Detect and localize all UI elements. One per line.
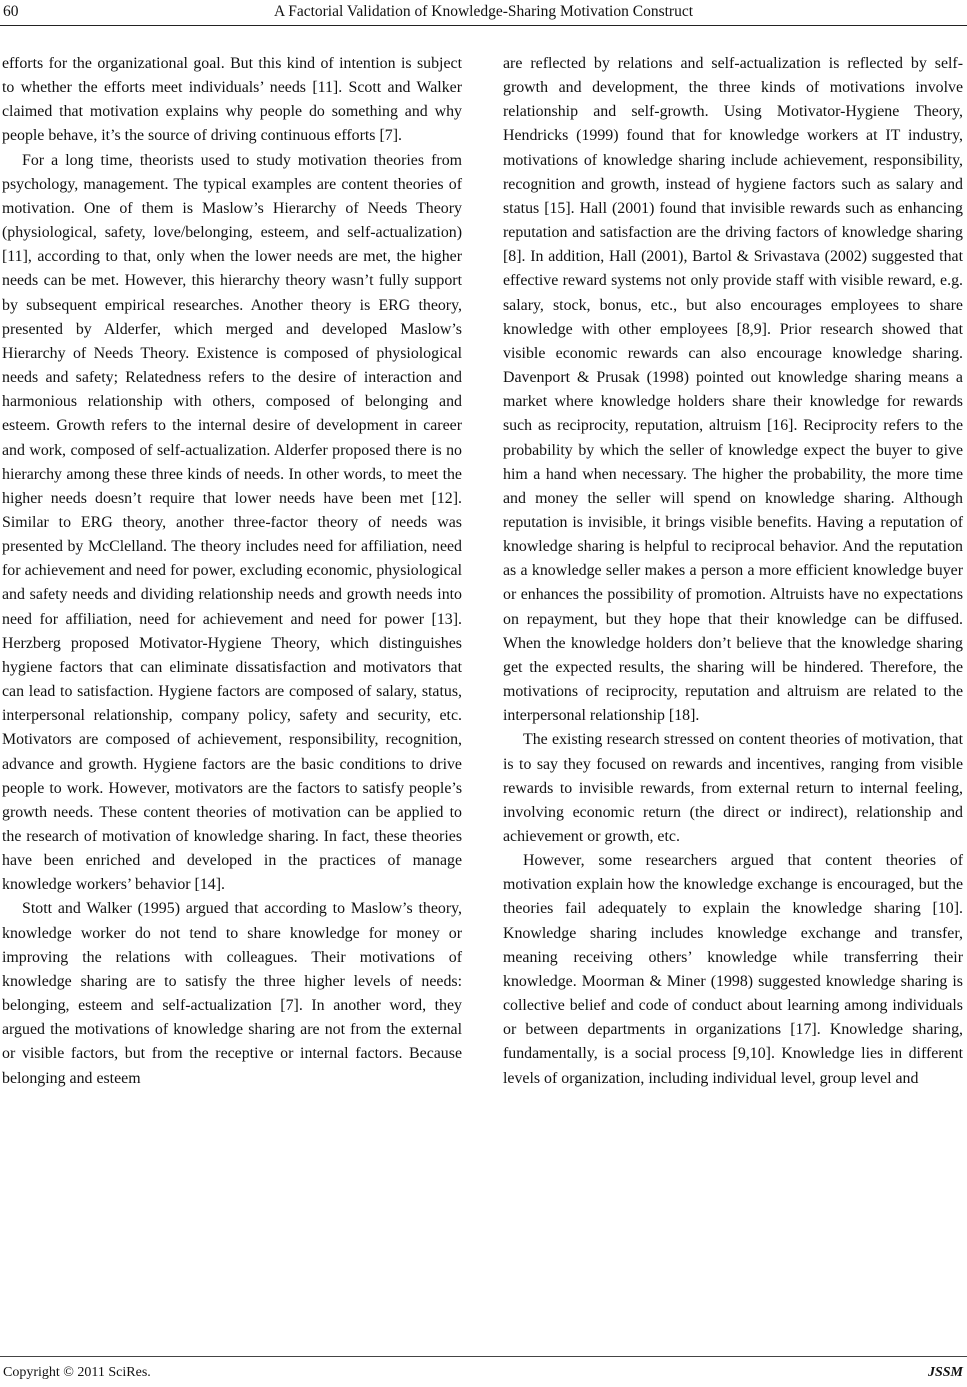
- right-column: [503, 52, 963, 1091]
- page-footer: [0, 1356, 967, 1387]
- right-paragraph-2: The existing research stressed on content theories of motivation, that is to say they focused on rewards and incentives, ranging from visible rewards to invisible rewards, from external return to internal feeling, involving economic return (the direct or indirect), relationship and achievement or growth, etc.: [503, 731, 963, 845]
- right-paragraph-3: However, some researchers argued that content theories of motivation explain how the knowledge exchange is encouraged, but the theories fail adequately to explain the knowledge sharing [10]. Knowledge sharing includes knowledge exchange and transfer, meaning receiving others’ knowledge while transferring their knowledge. Moorman & Miner (1998) suggested knowledge sharing is collective belief and code of conduct about learning among individuals or between departments in organizations [17]. Knowledge sharing, fundamentally, is a social process [9,10]. Knowledge lies in different levels of organization, including individual level, group level and: [503, 852, 963, 1087]
- running-header: [0, 0, 967, 26]
- left-paragraph-1: efforts for the organizational goal. But this kind of intention is subject to whether the efforts meet individuals’ needs [11]. Scott and Walker claimed that motivation explains why people do something and why people behave, it’s the source of driving continuous efforts [7].: [2, 55, 462, 145]
- right-paragraph-1: are reflected by relations and self-actualization is reflected by self-growth and development, the three kinds of motivations involve relationship and self-growth. Using Motivator-Hygiene Theory, Hendricks (1999) found that for knowledge workers at IT industry, motivations of knowledge sharing include achievement, responsibility, recognition and growth, instead of hygiene factors such as salary and status [15]. Hall (2001) found that invisible rewards such as enhancing reputation and satisfaction are the driving factors of knowledge sharing [8]. In addition, Hall (2001), Bartol & Srivastava (2002) suggested that effective reward systems not only provide staff with visible reward, e.g. salary, stock, bonus, etc., but also encourages employees to share knowledge with other employees [8,9]. Prior research showed that visible economic rewards can also encourage knowledge sharing. Davenport & Prusak (1998) pointed out knowledge sharing means a market where knowledge holders share their knowledge for rewards such as reciprocity, reputation, altruism [16]. Reciprocity refers to the probability by which the seller of knowledge expect the buyer to give him a hand when necessary. The higher the probability, the more time and money the seller will spend on knowledge sharing. Although reputation is invisible, it brings visible benefits. Having a reputation of knowledge sharing is helpful to reciprocal behavior. And the reputation as a knowledge seller makes a person a more efficient knowledge buyer or enhances the possibility of promotion. Altruists have no expectations on repayment, but they hope that their knowledge can be diffused. When the knowledge holders don’t believe that the knowledge sharing get the expected results, the sharing will be hindered. Therefore, the motivations of reciprocity, reputation and altruism are related to the interpersonal relationship [18].: [503, 55, 963, 725]
- left-paragraph-3: Stott and Walker (1995) argued that according to Maslow’s theory, knowledge worker do not tend to share knowledge for money or improving the relations with colleagues. Their motivations of knowledge sharing are to satisfy the three higher levels of needs: belonging, esteem and self-actualization [7]. In another word, they argued the motivations of knowledge sharing are not from the external or visible factors, but from the receptive or internal factors. Because belonging and esteem: [2, 900, 462, 1087]
- page-number: 60: [3, 3, 19, 20]
- running-title: A Factorial Validation of Knowledge-Sharing Motivation Construct: [273, 3, 693, 20]
- copyright-notice: Copyright © 2011 SciRes.: [3, 1365, 151, 1380]
- left-column: [2, 52, 462, 1091]
- journal-abbreviation: JSSM: [927, 1365, 963, 1380]
- left-paragraph-2: For a long time, theorists used to study motivation theories from psychology, management. The typical examples are content theories of motivation. One of them is Maslow’s Hierarchy of Needs Theory (physiological, safety, love/belonging, esteem, and self-actualization) [11], according to that, only when the lower needs are met, the higher needs can be met. However, this hierarchy theory wasn’t fully support by subsequent empirical researches. Another theory is ERG theory, presented by Alderfer, which merged and developed Maslow’s Hierarchy of Needs Theory. Existence is composed of physiological needs and safety; Relatedness refers to the desire of interaction and harmonious relationship with others, composed of belonging and esteem. Growth refers to the internal desire of development in career and work, composed of self-actualization. Alderfer proposed there is no hierarchy among these three kinds of needs. In other words, to meet the higher needs doesn’t require that lower needs have been met [12]. Similar to ERG theory, another three-factor theory of needs was presented by McClelland. The theory includes need for affiliation, need for achievement and need for power, excluding economic, physiological and safety needs and dividing relationship needs and growth needs into need for affiliation, need for achievement and need for power [13]. Herzberg proposed Motivator-Hygiene Theory, which distinguishes hygiene factors that can eliminate dissatisfaction and motivators that can lead to satisfaction. Hygiene factors are composed of salary, status, interpersonal relationship, company policy, safety and security, etc. Motivators are composed of achievement, responsibility, recognition, advance and growth. Hygiene factors are the basic conditions to drive people to work. However, motivators are the factors to satisfy people’s growth needs. These content theories of motivation can be applied to the research of motivation of knowledge sharing. In fact, these theories have been enriched and developed in the practices of manage knowledge workers’ behavior [14].: [2, 151, 462, 894]
